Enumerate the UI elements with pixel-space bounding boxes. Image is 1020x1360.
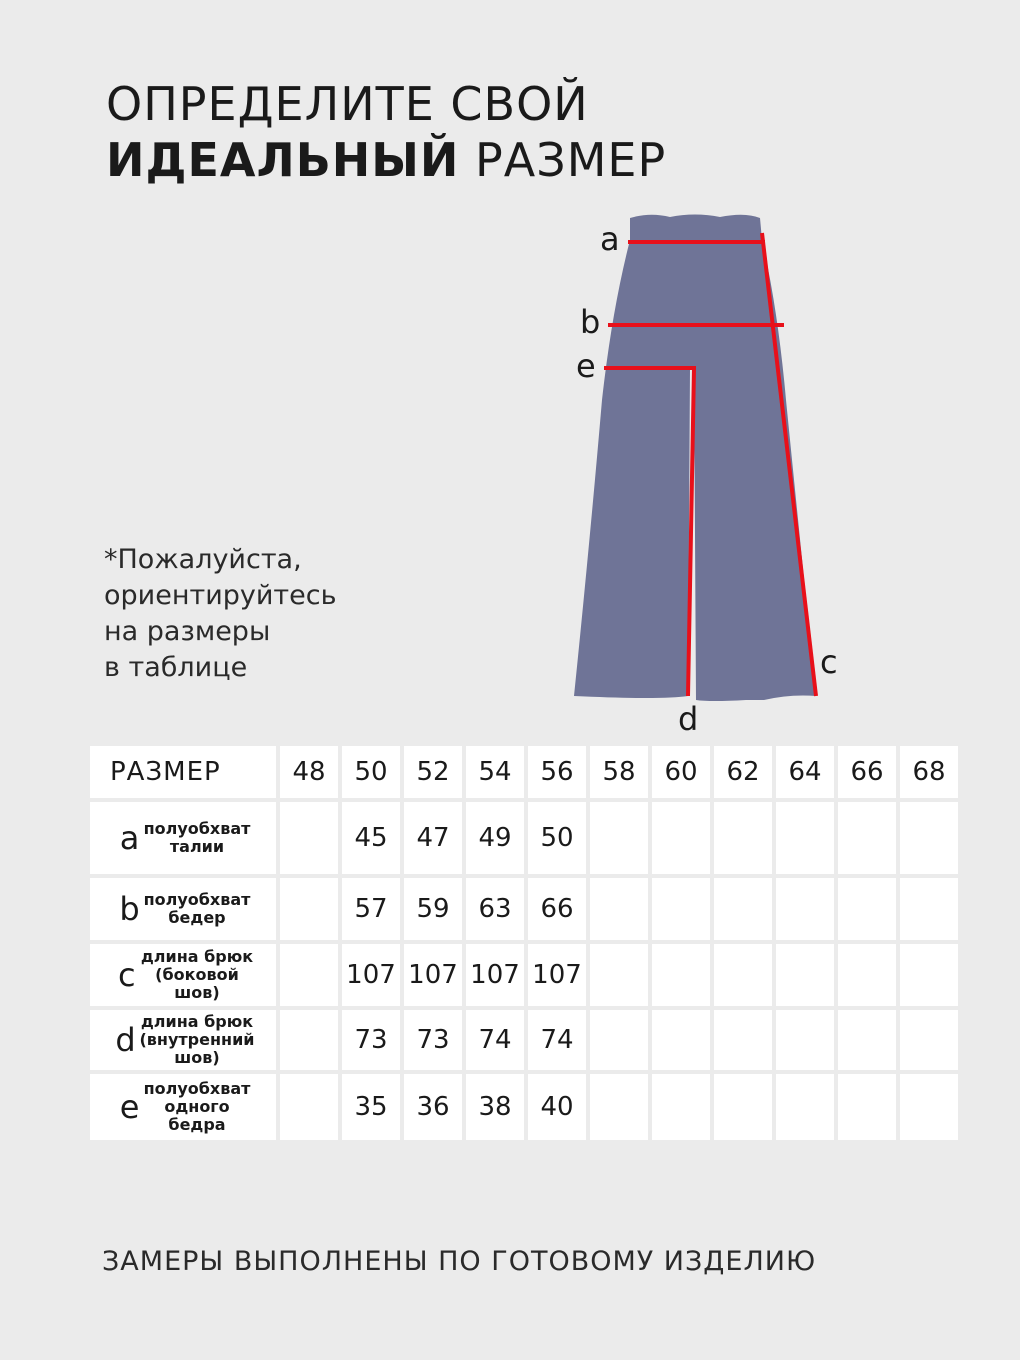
table-cell bbox=[900, 1010, 958, 1070]
table-cell bbox=[714, 944, 772, 1006]
pants-shape bbox=[574, 215, 816, 702]
size-col-header: 54 bbox=[466, 746, 524, 798]
row-letter: d bbox=[115, 1021, 136, 1059]
table-row bbox=[90, 802, 958, 874]
table-cell: 107 bbox=[342, 944, 400, 1006]
table-cell bbox=[900, 878, 958, 940]
row-letter: c bbox=[118, 956, 136, 994]
table-cell: 47 bbox=[404, 802, 462, 874]
row-letter: a bbox=[119, 819, 140, 857]
table-cell bbox=[838, 878, 896, 940]
table-cell: 40 bbox=[528, 1074, 586, 1140]
note-line: *Пожалуйста, bbox=[104, 544, 302, 575]
table-row bbox=[90, 1010, 958, 1070]
table-cell bbox=[590, 802, 648, 874]
table-cell bbox=[280, 1010, 338, 1070]
table-cell bbox=[652, 878, 710, 940]
table-cell bbox=[776, 878, 834, 940]
table-cell bbox=[652, 802, 710, 874]
row-label bbox=[90, 944, 276, 1006]
title-line-1: ОПРЕДЕЛИТЕ СВОЙ bbox=[106, 77, 589, 131]
table-cell: 74 bbox=[528, 1010, 586, 1070]
table-cell bbox=[838, 1010, 896, 1070]
table-cell: 45 bbox=[342, 802, 400, 874]
table-cell bbox=[900, 802, 958, 874]
table-cell bbox=[280, 1074, 338, 1140]
page-title bbox=[106, 76, 666, 188]
title-bold-word: ИДЕАЛЬНЫЙ bbox=[106, 133, 460, 187]
row-description: длина брюк (внутренний шов) bbox=[139, 1012, 255, 1067]
table-header-row bbox=[90, 746, 958, 798]
note-line: на размеры bbox=[104, 616, 271, 647]
table-cell: 57 bbox=[342, 878, 400, 940]
table-row bbox=[90, 944, 958, 1006]
table-cell bbox=[776, 802, 834, 874]
row-label bbox=[90, 1074, 276, 1140]
table-cell bbox=[838, 1074, 896, 1140]
table-cell bbox=[652, 1010, 710, 1070]
row-label bbox=[90, 802, 276, 874]
row-description: полуобхват талии bbox=[143, 819, 251, 856]
table-cell: 50 bbox=[528, 802, 586, 874]
table-cell bbox=[652, 944, 710, 1006]
title-rest: РАЗМЕР bbox=[459, 133, 667, 187]
table-cell bbox=[280, 878, 338, 940]
table-row bbox=[90, 878, 958, 940]
title-line-2 bbox=[106, 132, 666, 188]
table-cell: 35 bbox=[342, 1074, 400, 1140]
table-cell bbox=[714, 1074, 772, 1140]
size-col-header: 60 bbox=[652, 746, 710, 798]
label-e: e bbox=[576, 347, 596, 385]
table-cell bbox=[590, 1074, 648, 1140]
table-cell bbox=[714, 878, 772, 940]
size-col-header: 56 bbox=[528, 746, 586, 798]
row-description: полуобхват одного бедра bbox=[143, 1079, 251, 1134]
table-cell: 66 bbox=[528, 878, 586, 940]
table-cell bbox=[776, 1010, 834, 1070]
label-c: c bbox=[820, 643, 838, 681]
table-cell bbox=[900, 944, 958, 1006]
table-cell: 74 bbox=[466, 1010, 524, 1070]
table-cell bbox=[838, 802, 896, 874]
table-cell bbox=[776, 944, 834, 1006]
size-header-label: РАЗМЕР bbox=[90, 746, 276, 798]
table-cell bbox=[838, 944, 896, 1006]
table-cell bbox=[280, 944, 338, 1006]
table-cell bbox=[776, 1074, 834, 1140]
row-letter: e bbox=[119, 1088, 140, 1126]
table-cell bbox=[652, 1074, 710, 1140]
size-table bbox=[86, 742, 962, 1144]
pants-diagram bbox=[560, 200, 880, 740]
row-description: длина брюк (боковой шов) bbox=[140, 947, 254, 1002]
size-col-header: 64 bbox=[776, 746, 834, 798]
table-cell: 59 bbox=[404, 878, 462, 940]
size-col-header: 52 bbox=[404, 746, 462, 798]
table-cell bbox=[900, 1074, 958, 1140]
size-col-header: 58 bbox=[590, 746, 648, 798]
footer-note: ЗАМЕРЫ ВЫПОЛНЕНЫ ПО ГОТОВОМУ ИЗДЕЛИЮ bbox=[102, 1246, 817, 1277]
label-d: d bbox=[678, 700, 699, 738]
table-cell bbox=[714, 1010, 772, 1070]
table-cell: 36 bbox=[404, 1074, 462, 1140]
table-cell: 38 bbox=[466, 1074, 524, 1140]
table-cell: 107 bbox=[466, 944, 524, 1006]
row-label bbox=[90, 1010, 276, 1070]
table-cell: 49 bbox=[466, 802, 524, 874]
table-cell bbox=[590, 878, 648, 940]
table-cell: 107 bbox=[528, 944, 586, 1006]
label-b: b bbox=[580, 303, 601, 341]
table-cell bbox=[714, 802, 772, 874]
table-cell bbox=[590, 944, 648, 1006]
note-line: в таблице bbox=[104, 652, 248, 683]
note-line: ориентируйтесь bbox=[104, 580, 337, 611]
table-row bbox=[90, 1074, 958, 1140]
table-cell bbox=[590, 1010, 648, 1070]
label-a: a bbox=[600, 220, 620, 258]
table-cell: 73 bbox=[404, 1010, 462, 1070]
size-col-header: 62 bbox=[714, 746, 772, 798]
row-description: полуобхват бедер bbox=[143, 890, 251, 927]
table-cell: 107 bbox=[404, 944, 462, 1006]
size-col-header: 48 bbox=[280, 746, 338, 798]
table-cell: 73 bbox=[342, 1010, 400, 1070]
size-note bbox=[104, 542, 337, 686]
row-label bbox=[90, 878, 276, 940]
size-col-header: 66 bbox=[838, 746, 896, 798]
size-col-header: 50 bbox=[342, 746, 400, 798]
row-letter: b bbox=[119, 890, 140, 928]
table-cell bbox=[280, 802, 338, 874]
table-cell: 63 bbox=[466, 878, 524, 940]
size-col-header: 68 bbox=[900, 746, 958, 798]
